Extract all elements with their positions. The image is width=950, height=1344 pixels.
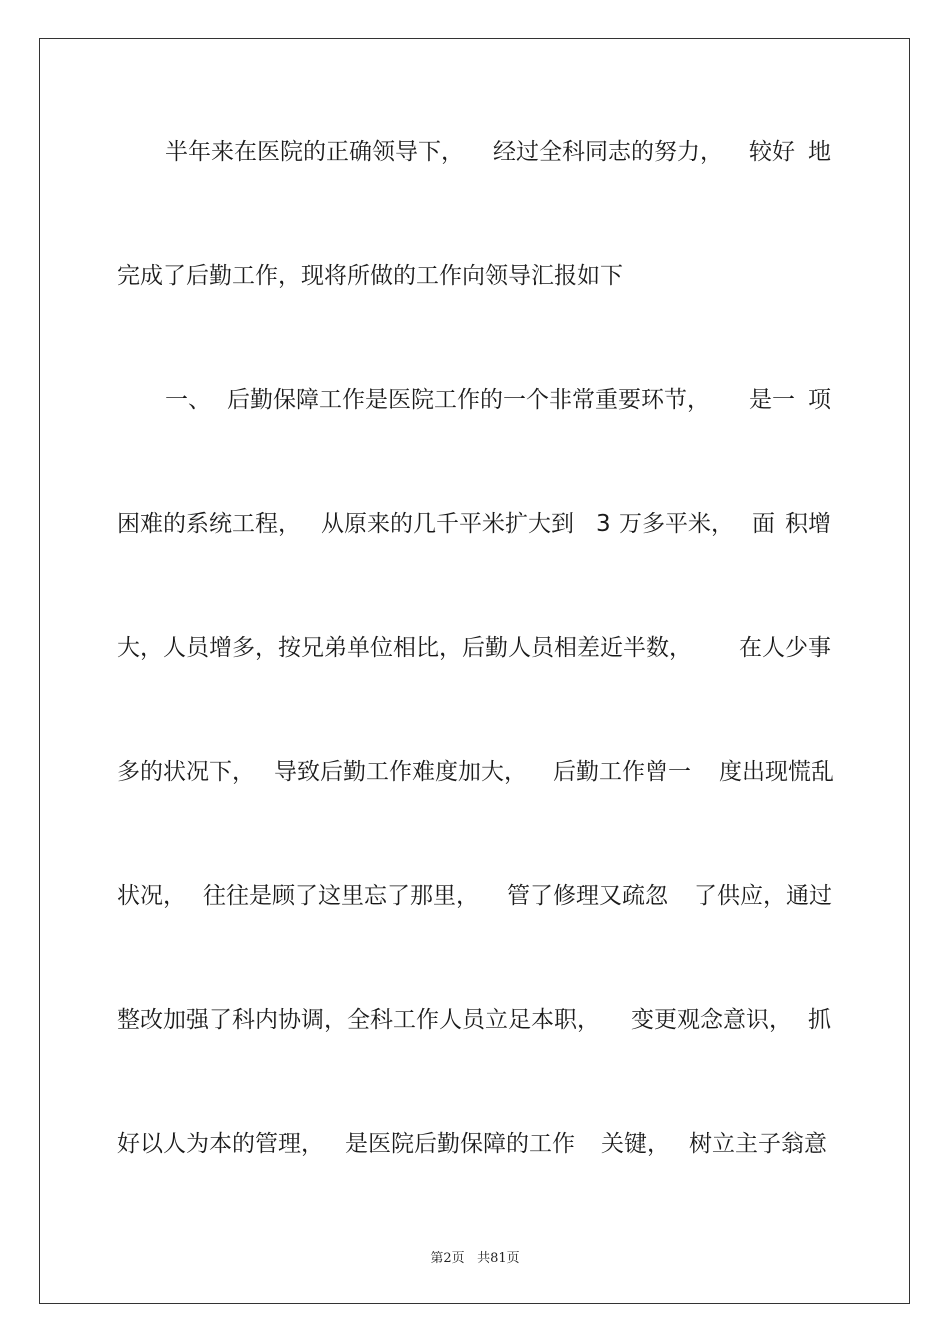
text-segment: 积增 [785, 511, 831, 537]
text-segment: 树立主子翁意 [689, 1131, 827, 1157]
text-segment: 整改加强了科内协调，全科工作人员立足本职， [117, 1007, 600, 1033]
text-segment: 管了修理又疏忽 [507, 883, 668, 909]
text-line [117, 1000, 833, 1040]
text-segment: 多的状况下， [117, 759, 255, 785]
text-segment: 导致后勤工作难度加大， [274, 759, 527, 785]
total-pages: 81 [490, 1251, 507, 1266]
page-border [39, 38, 910, 1304]
total-label-suffix: 页 [506, 1251, 520, 1266]
text-segment: 好以人为本的管理， [117, 1131, 324, 1157]
text-segment: 面 [752, 511, 775, 537]
page-number: 2 [443, 1251, 452, 1266]
text-segment: 项 [808, 387, 831, 413]
text-segment: 在人少事 [739, 635, 831, 661]
text-segment: 是医院后勤保障的工作 [345, 1131, 575, 1157]
text-segment: 较好 [749, 139, 795, 165]
text-segment: 往往是顾了这里忘了那里， [203, 883, 479, 909]
text-line [117, 256, 833, 296]
text-segment: 状况， [117, 883, 186, 909]
text-line [117, 132, 833, 172]
page-footer [0, 1247, 950, 1266]
text-line [117, 504, 833, 544]
text-segment: 3 [596, 511, 611, 537]
text-segment: 度出现慌乱 [719, 759, 834, 785]
text-segment: 是一 [749, 387, 795, 413]
text-line [117, 380, 833, 420]
text-segment: 经过全科同志的努力， [493, 139, 723, 165]
text-segment: 后勤保障工作是医院工作的一个非常重要环节， [227, 387, 710, 413]
text-segment: 后勤工作曾一 [553, 759, 691, 785]
text-segment: 完成了后勤工作，现将所做的工作向领导汇报如下 [117, 263, 623, 289]
text-segment: 从原来的几千平米扩大到 [321, 511, 574, 537]
text-segment: 地 [808, 139, 831, 165]
text-line [117, 628, 833, 668]
text-line [117, 1124, 833, 1164]
total-label-prefix: 共 [477, 1251, 491, 1266]
text-segment: 了供应，通过 [694, 883, 832, 909]
page-label-prefix: 第 [430, 1251, 444, 1266]
text-segment: 一、 [165, 387, 211, 413]
text-segment: 大，人员增多，按兄弟单位相比，后勤人员相差近半数， [117, 635, 692, 661]
text-segment: 变更观念意识， [631, 1007, 792, 1033]
text-segment: 关键， [601, 1131, 670, 1157]
text-line [117, 876, 833, 916]
text-segment: 抓 [808, 1007, 831, 1033]
text-segment: 困难的系统工程， [117, 511, 301, 537]
text-segment: 万多平米， [619, 511, 734, 537]
page-label-suffix: 页 [451, 1251, 465, 1266]
text-line [117, 752, 833, 792]
text-segment: 半年来在医院的正确领导下， [165, 139, 464, 165]
